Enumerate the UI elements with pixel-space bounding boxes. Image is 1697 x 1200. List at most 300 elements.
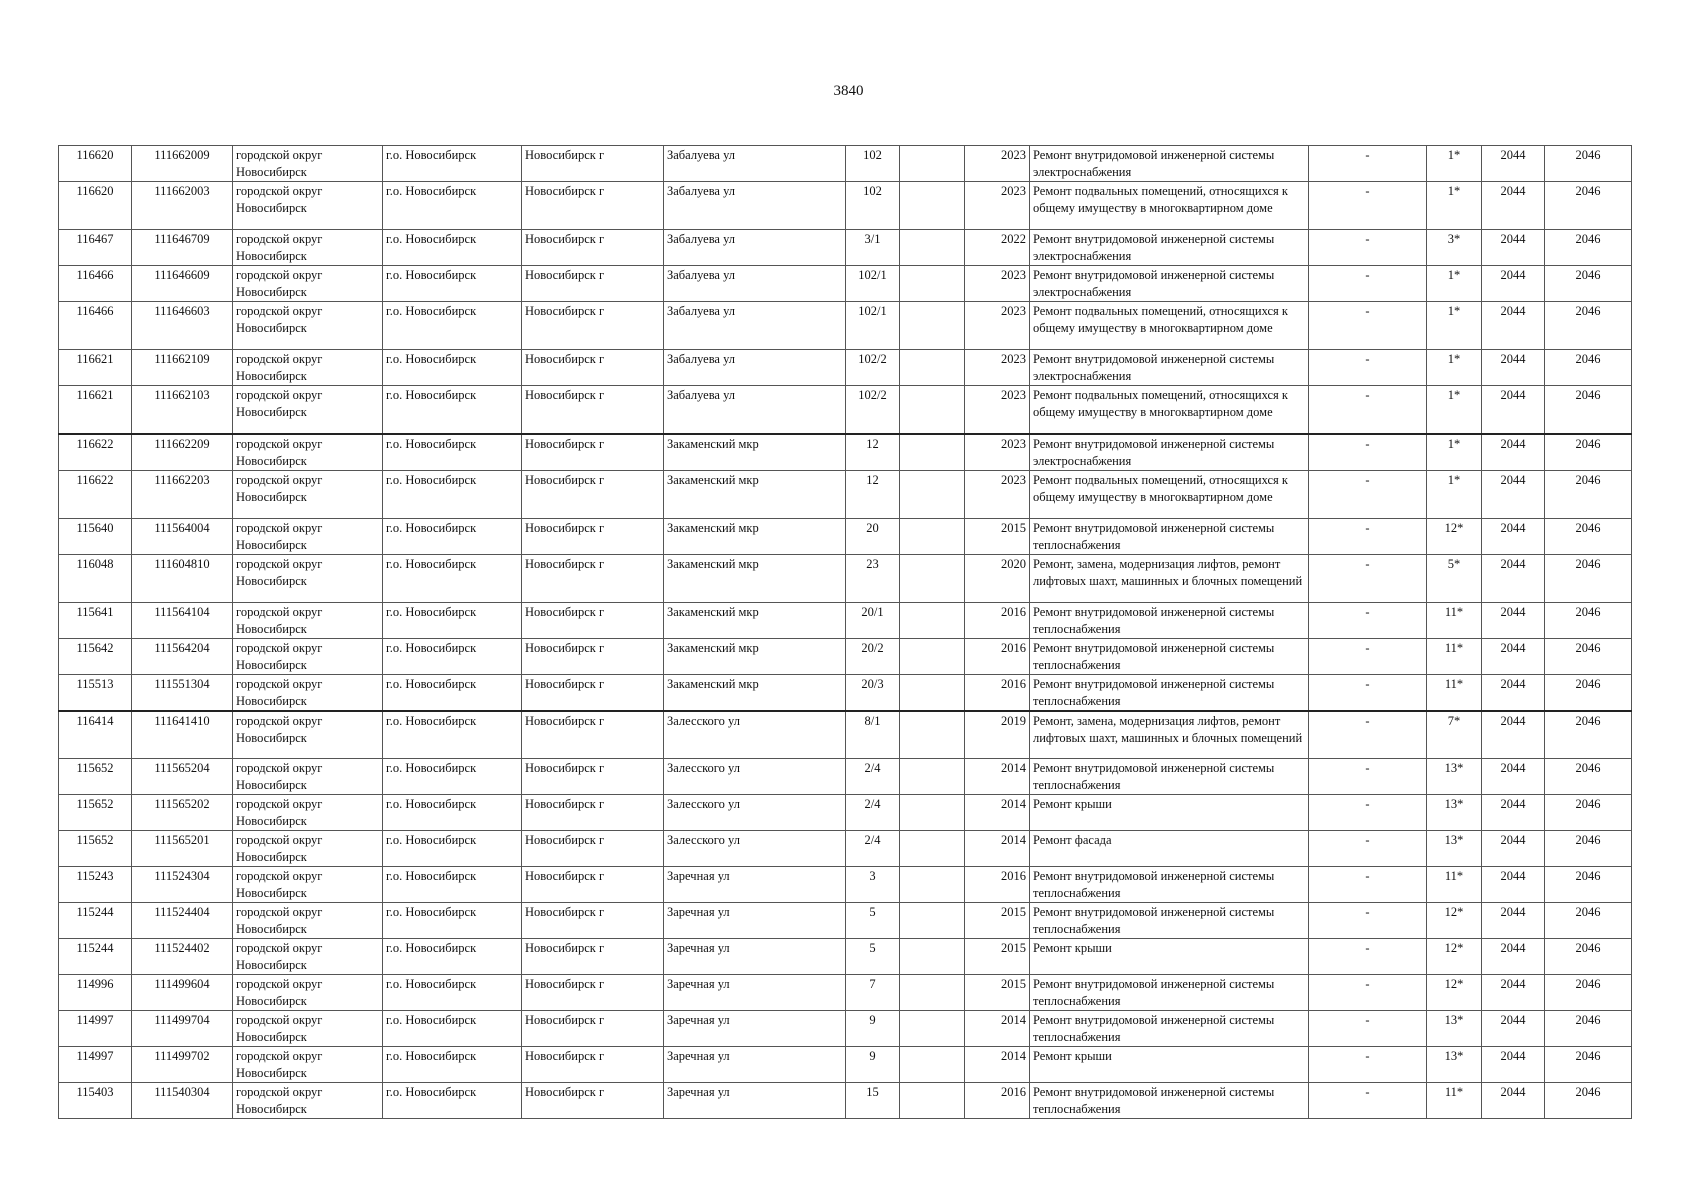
district-cell: г.о. Новосибирск <box>383 674 522 711</box>
plan-end-year-cell: 2046 <box>1545 795 1632 831</box>
plan-start-year-cell: 2044 <box>1482 350 1545 386</box>
table-row <box>59 146 1632 182</box>
work-type-cell: Ремонт, замена, модернизация лифтов, ремонт лифтовых шахт, машинных и блочных помещений <box>1030 711 1309 759</box>
municipality-cell: городской округ Новосибирск <box>233 795 383 831</box>
settlement-cell: Новосибирск г <box>522 795 664 831</box>
table-row <box>59 266 1632 302</box>
municipality-cell: городской округ Новосибирск <box>233 674 383 711</box>
plan-end-year-cell: 2046 <box>1545 939 1632 975</box>
municipality-cell: городской округ Новосибирск <box>233 1083 383 1119</box>
capital-repair-register-table <box>58 145 1632 1119</box>
plan-end-year-cell: 2046 <box>1545 350 1632 386</box>
row-id-cell: 114997 <box>59 1047 132 1083</box>
municipality-cell: городской округ Новосибирск <box>233 386 383 434</box>
municipality-cell: городской округ Новосибирск <box>233 182 383 230</box>
district-cell: г.о. Новосибирск <box>383 795 522 831</box>
building-cell <box>900 434 965 471</box>
plan-start-year-cell: 2044 <box>1482 182 1545 230</box>
page-number: 3840 <box>833 83 864 99</box>
street-cell: Закаменский мкр <box>664 518 846 554</box>
work-id-cell: 111524404 <box>132 903 233 939</box>
house-number-cell: 23 <box>846 554 900 602</box>
street-cell: Закаменский мкр <box>664 554 846 602</box>
year-cell: 2015 <box>965 975 1030 1011</box>
year-cell: 2016 <box>965 674 1030 711</box>
municipality-cell: городской округ Новосибирск <box>233 146 383 182</box>
work-type-cell: Ремонт внутридомовой инженерной системы теплоснабжения <box>1030 1011 1309 1047</box>
work-id-cell: 111564104 <box>132 602 233 638</box>
street-cell: Заречная ул <box>664 1083 846 1119</box>
table-row <box>59 867 1632 903</box>
plan-start-year-cell: 2044 <box>1482 146 1545 182</box>
row-id-cell: 115513 <box>59 674 132 711</box>
district-cell: г.о. Новосибирск <box>383 302 522 350</box>
work-type-cell: Ремонт внутридомовой инженерной системы электроснабжения <box>1030 266 1309 302</box>
year-cell: 2023 <box>965 350 1030 386</box>
municipality-cell: городской округ Новосибирск <box>233 939 383 975</box>
work-type-cell: Ремонт фасада <box>1030 831 1309 867</box>
settlement-cell: Новосибирск г <box>522 1083 664 1119</box>
priority-cell: 3* <box>1427 230 1482 266</box>
building-cell <box>900 146 965 182</box>
work-id-cell: 111646709 <box>132 230 233 266</box>
settlement-cell: Новосибирск г <box>522 350 664 386</box>
plan-end-year-cell: 2046 <box>1545 434 1632 471</box>
municipality-cell: городской округ Новосибирск <box>233 518 383 554</box>
row-id-cell: 116620 <box>59 146 132 182</box>
work-type-cell: Ремонт внутридомовой инженерной системы теплоснабжения <box>1030 518 1309 554</box>
district-cell: г.о. Новосибирск <box>383 518 522 554</box>
year-cell: 2015 <box>965 903 1030 939</box>
district-cell: г.о. Новосибирск <box>383 350 522 386</box>
plan-start-year-cell: 2044 <box>1482 1083 1545 1119</box>
value-cell: - <box>1309 386 1427 434</box>
house-number-cell: 5 <box>846 939 900 975</box>
priority-cell: 1* <box>1427 182 1482 230</box>
row-id-cell: 116622 <box>59 434 132 471</box>
street-cell: Залесского ул <box>664 759 846 795</box>
building-cell <box>900 1083 965 1119</box>
value-cell: - <box>1309 146 1427 182</box>
settlement-cell: Новосибирск г <box>522 831 664 867</box>
plan-end-year-cell: 2046 <box>1545 1083 1632 1119</box>
table-row <box>59 939 1632 975</box>
table-row <box>59 1047 1632 1083</box>
table-row <box>59 831 1632 867</box>
work-type-cell: Ремонт подвальных помещений, относящихся к общему имуществу в многоквартирном доме <box>1030 386 1309 434</box>
priority-cell: 11* <box>1427 602 1482 638</box>
plan-start-year-cell: 2044 <box>1482 434 1545 471</box>
building-cell <box>900 1047 965 1083</box>
building-cell <box>900 975 965 1011</box>
value-cell: - <box>1309 759 1427 795</box>
table-row <box>59 759 1632 795</box>
settlement-cell: Новосибирск г <box>522 711 664 759</box>
work-type-cell: Ремонт внутридомовой инженерной системы теплоснабжения <box>1030 602 1309 638</box>
district-cell: г.о. Новосибирск <box>383 1083 522 1119</box>
house-number-cell: 20/3 <box>846 674 900 711</box>
house-number-cell: 9 <box>846 1047 900 1083</box>
work-id-cell: 111540304 <box>132 1083 233 1119</box>
district-cell: г.о. Новосибирск <box>383 903 522 939</box>
settlement-cell: Новосибирск г <box>522 602 664 638</box>
work-type-cell: Ремонт крыши <box>1030 939 1309 975</box>
year-cell: 2014 <box>965 831 1030 867</box>
building-cell <box>900 903 965 939</box>
work-id-cell: 111662109 <box>132 350 233 386</box>
municipality-cell: городской округ Новосибирск <box>233 903 383 939</box>
settlement-cell: Новосибирск г <box>522 470 664 518</box>
value-cell: - <box>1309 638 1427 674</box>
district-cell: г.о. Новосибирск <box>383 386 522 434</box>
street-cell: Забалуева ул <box>664 386 846 434</box>
work-type-cell: Ремонт крыши <box>1030 795 1309 831</box>
house-number-cell: 7 <box>846 975 900 1011</box>
value-cell: - <box>1309 470 1427 518</box>
street-cell: Закаменский мкр <box>664 434 846 471</box>
table-body <box>59 146 1632 1119</box>
municipality-cell: городской округ Новосибирск <box>233 434 383 471</box>
priority-cell: 1* <box>1427 386 1482 434</box>
street-cell: Закаменский мкр <box>664 638 846 674</box>
district-cell: г.о. Новосибирск <box>383 1011 522 1047</box>
work-id-cell: 111551304 <box>132 674 233 711</box>
house-number-cell: 2/4 <box>846 831 900 867</box>
priority-cell: 13* <box>1427 831 1482 867</box>
house-number-cell: 8/1 <box>846 711 900 759</box>
plan-end-year-cell: 2046 <box>1545 638 1632 674</box>
priority-cell: 11* <box>1427 1083 1482 1119</box>
building-cell <box>900 182 965 230</box>
street-cell: Залесского ул <box>664 795 846 831</box>
district-cell: г.о. Новосибирск <box>383 146 522 182</box>
plan-start-year-cell: 2044 <box>1482 1047 1545 1083</box>
year-cell: 2023 <box>965 302 1030 350</box>
plan-end-year-cell: 2046 <box>1545 759 1632 795</box>
row-id-cell: 115243 <box>59 867 132 903</box>
priority-cell: 1* <box>1427 350 1482 386</box>
municipality-cell: городской округ Новосибирск <box>233 638 383 674</box>
building-cell <box>900 470 965 518</box>
work-id-cell: 111662003 <box>132 182 233 230</box>
plan-start-year-cell: 2044 <box>1482 518 1545 554</box>
building-cell <box>900 386 965 434</box>
table-row <box>59 1011 1632 1047</box>
house-number-cell: 20/2 <box>846 638 900 674</box>
plan-start-year-cell: 2044 <box>1482 759 1545 795</box>
house-number-cell: 2/4 <box>846 759 900 795</box>
house-number-cell: 3/1 <box>846 230 900 266</box>
building-cell <box>900 266 965 302</box>
building-cell <box>900 674 965 711</box>
plan-end-year-cell: 2046 <box>1545 831 1632 867</box>
work-id-cell: 111499604 <box>132 975 233 1011</box>
house-number-cell: 102/2 <box>846 386 900 434</box>
priority-cell: 12* <box>1427 975 1482 1011</box>
plan-start-year-cell: 2044 <box>1482 867 1545 903</box>
value-cell: - <box>1309 434 1427 471</box>
district-cell: г.о. Новосибирск <box>383 759 522 795</box>
municipality-cell: городской округ Новосибирск <box>233 554 383 602</box>
plan-start-year-cell: 2044 <box>1482 939 1545 975</box>
building-cell <box>900 831 965 867</box>
street-cell: Забалуева ул <box>664 182 846 230</box>
table-row <box>59 795 1632 831</box>
building-cell <box>900 939 965 975</box>
work-type-cell: Ремонт внутридомовой инженерной системы электроснабжения <box>1030 434 1309 471</box>
table-row <box>59 470 1632 518</box>
table-row <box>59 350 1632 386</box>
settlement-cell: Новосибирск г <box>522 674 664 711</box>
table-row <box>59 711 1632 759</box>
municipality-cell: городской округ Новосибирск <box>233 975 383 1011</box>
plan-start-year-cell: 2044 <box>1482 302 1545 350</box>
priority-cell: 11* <box>1427 867 1482 903</box>
work-id-cell: 111646609 <box>132 266 233 302</box>
house-number-cell: 2/4 <box>846 795 900 831</box>
priority-cell: 13* <box>1427 795 1482 831</box>
work-type-cell: Ремонт внутридомовой инженерной системы теплоснабжения <box>1030 759 1309 795</box>
house-number-cell: 12 <box>846 470 900 518</box>
value-cell: - <box>1309 795 1427 831</box>
street-cell: Забалуева ул <box>664 302 846 350</box>
district-cell: г.о. Новосибирск <box>383 711 522 759</box>
priority-cell: 1* <box>1427 434 1482 471</box>
street-cell: Закаменский мкр <box>664 470 846 518</box>
priority-cell: 1* <box>1427 146 1482 182</box>
row-id-cell: 115640 <box>59 518 132 554</box>
work-id-cell: 111641410 <box>132 711 233 759</box>
street-cell: Забалуева ул <box>664 146 846 182</box>
plan-start-year-cell: 2044 <box>1482 831 1545 867</box>
year-cell: 2020 <box>965 554 1030 602</box>
priority-cell: 12* <box>1427 903 1482 939</box>
municipality-cell: городской округ Новосибирск <box>233 1011 383 1047</box>
building-cell <box>900 302 965 350</box>
municipality-cell: городской округ Новосибирск <box>233 711 383 759</box>
work-id-cell: 111662209 <box>132 434 233 471</box>
table-row <box>59 638 1632 674</box>
building-cell <box>900 350 965 386</box>
work-type-cell: Ремонт внутридомовой инженерной системы электроснабжения <box>1030 350 1309 386</box>
work-id-cell: 111564204 <box>132 638 233 674</box>
municipality-cell: городской округ Новосибирск <box>233 1047 383 1083</box>
district-cell: г.о. Новосибирск <box>383 638 522 674</box>
table-row <box>59 302 1632 350</box>
settlement-cell: Новосибирск г <box>522 230 664 266</box>
value-cell: - <box>1309 518 1427 554</box>
work-id-cell: 111524402 <box>132 939 233 975</box>
plan-end-year-cell: 2046 <box>1545 146 1632 182</box>
table-row <box>59 386 1632 434</box>
plan-end-year-cell: 2046 <box>1545 867 1632 903</box>
house-number-cell: 20 <box>846 518 900 554</box>
work-id-cell: 111524304 <box>132 867 233 903</box>
plan-end-year-cell: 2046 <box>1545 674 1632 711</box>
priority-cell: 5* <box>1427 554 1482 602</box>
settlement-cell: Новосибирск г <box>522 903 664 939</box>
plan-start-year-cell: 2044 <box>1482 602 1545 638</box>
plan-end-year-cell: 2046 <box>1545 903 1632 939</box>
row-id-cell: 115403 <box>59 1083 132 1119</box>
row-id-cell: 115652 <box>59 759 132 795</box>
settlement-cell: Новосибирск г <box>522 1047 664 1083</box>
building-cell <box>900 638 965 674</box>
building-cell <box>900 795 965 831</box>
priority-cell: 1* <box>1427 302 1482 350</box>
settlement-cell: Новосибирск г <box>522 518 664 554</box>
work-type-cell: Ремонт внутридомовой инженерной системы электроснабжения <box>1030 146 1309 182</box>
work-id-cell: 111565204 <box>132 759 233 795</box>
work-type-cell: Ремонт внутридомовой инженерной системы теплоснабжения <box>1030 903 1309 939</box>
year-cell: 2014 <box>965 1011 1030 1047</box>
value-cell: - <box>1309 1011 1427 1047</box>
house-number-cell: 102 <box>846 146 900 182</box>
settlement-cell: Новосибирск г <box>522 638 664 674</box>
work-id-cell: 111662103 <box>132 386 233 434</box>
street-cell: Заречная ул <box>664 1047 846 1083</box>
plan-end-year-cell: 2046 <box>1545 1011 1632 1047</box>
settlement-cell: Новосибирск г <box>522 302 664 350</box>
settlement-cell: Новосибирск г <box>522 386 664 434</box>
municipality-cell: городской округ Новосибирск <box>233 602 383 638</box>
priority-cell: 13* <box>1427 1047 1482 1083</box>
district-cell: г.о. Новосибирск <box>383 1047 522 1083</box>
street-cell: Заречная ул <box>664 867 846 903</box>
row-id-cell: 115652 <box>59 795 132 831</box>
work-id-cell: 111604810 <box>132 554 233 602</box>
building-cell <box>900 602 965 638</box>
municipality-cell: городской округ Новосибирск <box>233 831 383 867</box>
building-cell <box>900 554 965 602</box>
house-number-cell: 9 <box>846 1011 900 1047</box>
building-cell <box>900 711 965 759</box>
house-number-cell: 102/1 <box>846 266 900 302</box>
house-number-cell: 20/1 <box>846 602 900 638</box>
priority-cell: 7* <box>1427 711 1482 759</box>
street-cell: Закаменский мкр <box>664 602 846 638</box>
plan-end-year-cell: 2046 <box>1545 602 1632 638</box>
settlement-cell: Новосибирск г <box>522 554 664 602</box>
house-number-cell: 102/2 <box>846 350 900 386</box>
table-row <box>59 975 1632 1011</box>
house-number-cell: 3 <box>846 867 900 903</box>
year-cell: 2023 <box>965 386 1030 434</box>
value-cell: - <box>1309 230 1427 266</box>
row-id-cell: 116466 <box>59 266 132 302</box>
district-cell: г.о. Новосибирск <box>383 939 522 975</box>
plan-start-year-cell: 2044 <box>1482 386 1545 434</box>
table-row <box>59 182 1632 230</box>
year-cell: 2023 <box>965 470 1030 518</box>
year-cell: 2019 <box>965 711 1030 759</box>
settlement-cell: Новосибирск г <box>522 182 664 230</box>
row-id-cell: 116620 <box>59 182 132 230</box>
value-cell: - <box>1309 350 1427 386</box>
table-row <box>59 434 1632 471</box>
plan-start-year-cell: 2044 <box>1482 903 1545 939</box>
value-cell: - <box>1309 867 1427 903</box>
year-cell: 2014 <box>965 759 1030 795</box>
work-id-cell: 111646603 <box>132 302 233 350</box>
municipality-cell: городской округ Новосибирск <box>233 470 383 518</box>
value-cell: - <box>1309 1083 1427 1119</box>
year-cell: 2023 <box>965 434 1030 471</box>
value-cell: - <box>1309 182 1427 230</box>
row-id-cell: 115244 <box>59 903 132 939</box>
row-id-cell: 116621 <box>59 350 132 386</box>
value-cell: - <box>1309 554 1427 602</box>
work-id-cell: 111499702 <box>132 1047 233 1083</box>
row-id-cell: 115244 <box>59 939 132 975</box>
district-cell: г.о. Новосибирск <box>383 867 522 903</box>
municipality-cell: городской округ Новосибирск <box>233 230 383 266</box>
municipality-cell: городской округ Новосибирск <box>233 302 383 350</box>
house-number-cell: 102/1 <box>846 302 900 350</box>
year-cell: 2015 <box>965 518 1030 554</box>
settlement-cell: Новосибирск г <box>522 975 664 1011</box>
row-id-cell: 115641 <box>59 602 132 638</box>
settlement-cell: Новосибирск г <box>522 759 664 795</box>
year-cell: 2023 <box>965 266 1030 302</box>
priority-cell: 13* <box>1427 759 1482 795</box>
priority-cell: 13* <box>1427 1011 1482 1047</box>
street-cell: Заречная ул <box>664 975 846 1011</box>
house-number-cell: 15 <box>846 1083 900 1119</box>
priority-cell: 1* <box>1427 470 1482 518</box>
row-id-cell: 116467 <box>59 230 132 266</box>
work-id-cell: 111565201 <box>132 831 233 867</box>
district-cell: г.о. Новосибирск <box>383 975 522 1011</box>
work-type-cell: Ремонт внутридомовой инженерной системы теплоснабжения <box>1030 867 1309 903</box>
work-type-cell: Ремонт крыши <box>1030 1047 1309 1083</box>
street-cell: Заречная ул <box>664 939 846 975</box>
year-cell: 2023 <box>965 182 1030 230</box>
table-row <box>59 554 1632 602</box>
municipality-cell: городской округ Новосибирск <box>233 759 383 795</box>
settlement-cell: Новосибирск г <box>522 266 664 302</box>
row-id-cell: 116048 <box>59 554 132 602</box>
work-id-cell: 111662009 <box>132 146 233 182</box>
table-row <box>59 230 1632 266</box>
plan-start-year-cell: 2044 <box>1482 674 1545 711</box>
plan-end-year-cell: 2046 <box>1545 711 1632 759</box>
year-cell: 2022 <box>965 230 1030 266</box>
row-id-cell: 115642 <box>59 638 132 674</box>
plan-start-year-cell: 2044 <box>1482 1011 1545 1047</box>
plan-start-year-cell: 2044 <box>1482 230 1545 266</box>
value-cell: - <box>1309 602 1427 638</box>
table-row <box>59 602 1632 638</box>
plan-start-year-cell: 2044 <box>1482 711 1545 759</box>
table-row <box>59 674 1632 711</box>
plan-start-year-cell: 2044 <box>1482 470 1545 518</box>
priority-cell: 11* <box>1427 638 1482 674</box>
value-cell: - <box>1309 903 1427 939</box>
street-cell: Заречная ул <box>664 1011 846 1047</box>
plan-start-year-cell: 2044 <box>1482 975 1545 1011</box>
plan-start-year-cell: 2044 <box>1482 554 1545 602</box>
settlement-cell: Новосибирск г <box>522 867 664 903</box>
value-cell: - <box>1309 711 1427 759</box>
district-cell: г.о. Новосибирск <box>383 554 522 602</box>
row-id-cell: 115652 <box>59 831 132 867</box>
year-cell: 2016 <box>965 867 1030 903</box>
value-cell: - <box>1309 831 1427 867</box>
value-cell: - <box>1309 266 1427 302</box>
district-cell: г.о. Новосибирск <box>383 434 522 471</box>
year-cell: 2016 <box>965 602 1030 638</box>
